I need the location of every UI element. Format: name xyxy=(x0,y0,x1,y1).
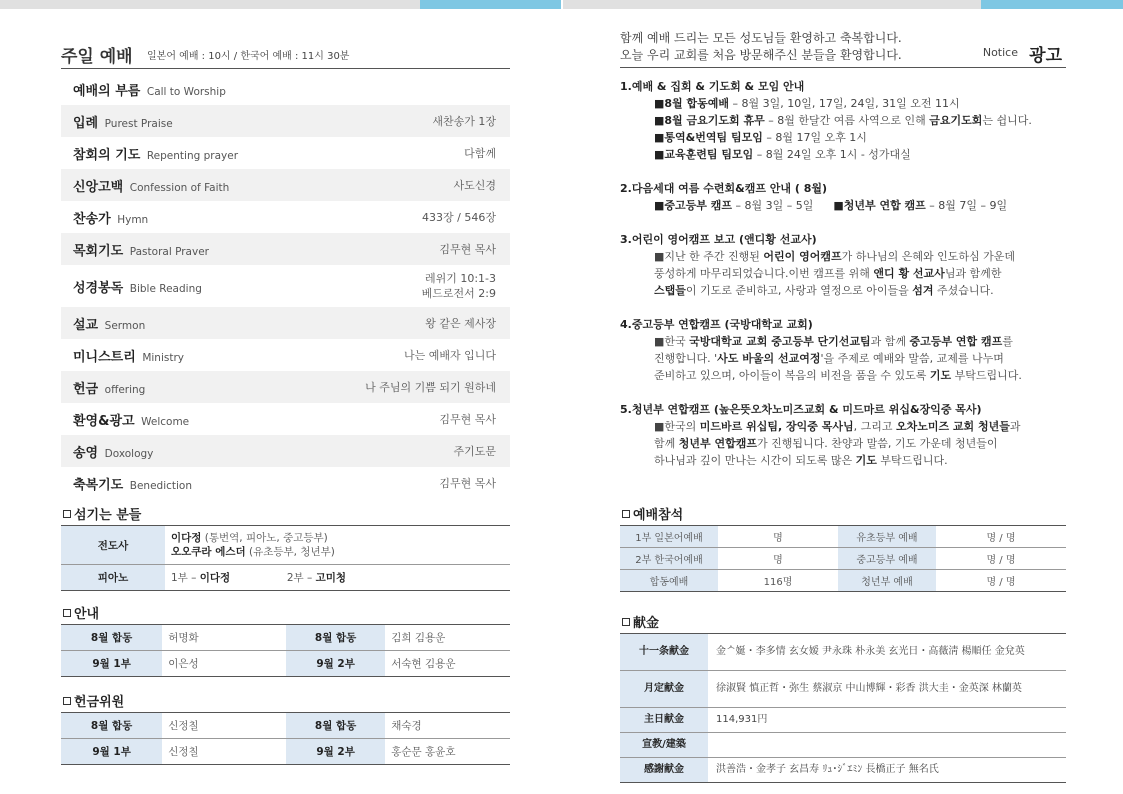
order-row xyxy=(61,339,510,371)
offering-value: 114,931円 xyxy=(708,708,1066,733)
order-item-name xyxy=(73,474,192,493)
order-item-name xyxy=(73,112,173,131)
square-icon xyxy=(622,618,630,626)
table-row xyxy=(620,634,1066,671)
order-item-en: Doxology xyxy=(104,447,154,460)
order-item-value-line: 다함께 xyxy=(464,146,496,160)
table-row xyxy=(61,713,510,739)
notice-label: Notice xyxy=(982,46,1018,59)
order-item-ko: 미니스트리 xyxy=(73,349,136,365)
order-item-en: Benediction xyxy=(129,479,193,492)
row-value: 명 xyxy=(718,548,838,570)
order-item-value-line: 베드로전서 2:9 xyxy=(421,287,496,300)
order-item-name xyxy=(73,208,148,227)
row-value: 116명 xyxy=(718,570,838,592)
table-row xyxy=(620,758,1066,783)
order-item-ko: 예배의 부름 xyxy=(73,83,141,99)
announcement-2: 2.다음세대 여름 수련회&캠프 안내 ( 8월) ■중고등부 캠프 – 8월 3일 – 5일 ■청년부 연합 캠프 – 8월 7일 – 9일 xyxy=(620,182,1008,212)
offering-value: 徐淑賢 慎正哲・弥生 蔡淑京 中山博輝・彩香 洪大圭・金英深 林蘭英 xyxy=(708,671,1066,708)
welcome-line-1: 함께 예배 드리는 모든 성도님들 환영하고 축복합니다. xyxy=(620,31,902,45)
row-label: 1부 일본어예배 xyxy=(620,526,718,548)
order-item-ko: 참회의 기도 xyxy=(73,147,141,163)
order-item-ko: 축복기도 xyxy=(73,477,124,493)
order-item-value-line: 나는 예배자 입니다 xyxy=(403,348,496,362)
announcement-4: 4.중고등부 연합캠프 (국방대학교 교회) ■한국 국방대학교 교회 중고등부 단기선교팀과 함께 중고등부 연합 캠프를 진행합니다. '사도 바울의 선교여정'을 주제로 예배와 말씀, 교제를 나누며 준비하고 있으며, 아이들이 복음의 비전을 품을 수 있도록 기도 부탁드립니다. xyxy=(620,318,1022,382)
right-top-bar xyxy=(563,0,981,9)
order-item-value xyxy=(432,114,496,129)
order-item-name xyxy=(73,80,226,99)
offering-committee-title: 헌금위원 xyxy=(61,689,510,713)
order-item-value xyxy=(439,412,496,427)
order-item-value xyxy=(439,242,496,257)
offering-label: 宣教/建築 xyxy=(620,733,708,758)
offering-value xyxy=(708,733,1066,758)
order-item-value-line: 김무현 목사 xyxy=(439,476,496,490)
order-row xyxy=(61,169,510,201)
table-row xyxy=(61,526,510,565)
order-row xyxy=(61,307,510,339)
row-label: 8월 합동 xyxy=(61,625,162,651)
offering-label: 十一条献金 xyxy=(620,634,708,671)
notice-title: 광고 xyxy=(1029,46,1062,66)
row-label: 9월 1부 xyxy=(61,739,162,765)
order-item-value xyxy=(453,444,496,459)
order-row xyxy=(61,371,510,403)
table-row xyxy=(620,570,1066,592)
table-row xyxy=(61,565,510,591)
order-item-value-line: 왕 같은 제사장 xyxy=(425,316,496,330)
offerings-table xyxy=(620,634,1066,783)
row-value: 신정칠 xyxy=(162,739,286,765)
servers-table xyxy=(61,526,510,591)
evangelist-label: 전도사 xyxy=(61,526,165,565)
row-label: 8월 합동 xyxy=(61,713,162,739)
order-item-en: Welcome xyxy=(141,415,190,428)
order-item-name xyxy=(73,277,202,296)
order-item-value-line: 나 주님의 기쁨 되기 원하네 xyxy=(365,380,496,394)
notice-header xyxy=(620,27,1066,68)
servers-title: 섬기는 분들 xyxy=(61,502,510,526)
announcement-3: 3.어린이 영어캠프 보고 (앤디황 선교사) ■지난 한 주간 진행된 어린이 영어캠프가 하나님의 은혜와 인도하심 가운데 풍성하게 마무리되었습니다.이번 캠프를 위해 앤디 황 선교사님과 함께한 스탭들이 기도로 준비하고, 사랑과 열정으로 아이들을 섬겨 주셨습니다. xyxy=(620,233,1015,297)
order-row xyxy=(61,435,510,467)
row-value: 서숙현 김용운 xyxy=(385,651,510,677)
table-row xyxy=(620,526,1066,548)
order-item-ko: 신앙고백 xyxy=(73,179,124,195)
order-item-name xyxy=(73,176,229,195)
order-item-name xyxy=(73,240,209,259)
order-item-ko: 환영&광고 xyxy=(73,413,135,429)
order-item-value-line: 김무현 목사 xyxy=(439,412,496,426)
row-label: 9월 2부 xyxy=(286,739,385,765)
order-item-value-line: 433장 / 546장 xyxy=(422,210,496,224)
worship-order xyxy=(61,73,510,499)
piano-names: 1부 – 이다정 2부 – 고미청 xyxy=(165,565,510,591)
order-item-en: Pastoral Praver xyxy=(129,245,209,258)
table-row xyxy=(61,739,510,765)
row-value: 김희 김용운 xyxy=(385,625,510,651)
row-value: 명 xyxy=(718,526,838,548)
order-row xyxy=(61,265,510,307)
row-value: 홍순문 홍윤호 xyxy=(385,739,510,765)
square-icon xyxy=(622,510,630,518)
row-label: 8월 합동 xyxy=(286,713,385,739)
left-top-accent xyxy=(420,0,561,9)
order-row xyxy=(61,105,510,137)
order-item-value-line: 레위기 10:1-3 xyxy=(424,272,496,285)
worship-header xyxy=(61,38,510,69)
evangelist-names: 이다정 (통번역, 피아노, 중고등부) 오오쿠라 에스더 (유초등부, 청년부) xyxy=(165,526,510,565)
welcome-line-2: 오늘 우리 교회를 처음 방문해주신 분들을 환영합니다. xyxy=(620,48,902,62)
offering-committee-section xyxy=(61,689,510,765)
row-label: 9월 1부 xyxy=(61,651,162,677)
order-item-value-line: 주기도문 xyxy=(453,444,496,458)
attendance-table xyxy=(620,526,1066,592)
row-value: 채숙경 xyxy=(385,713,510,739)
table-row xyxy=(620,708,1066,733)
order-item-value xyxy=(365,380,496,395)
order-item-ko: 설교 xyxy=(73,317,99,333)
row-label: 2부 한국어예배 xyxy=(620,548,718,570)
announcements xyxy=(620,78,1066,486)
order-item-value-line: 김무현 목사 xyxy=(439,242,496,256)
attendance-section xyxy=(620,502,1066,592)
row-value: 명 / 명 xyxy=(936,570,1066,592)
row-label: 유초등부 예배 xyxy=(838,526,936,548)
order-item-name xyxy=(73,144,238,163)
offering-label: 主日献金 xyxy=(620,708,708,733)
order-item-name xyxy=(73,378,145,397)
order-item-en: Bible Reading xyxy=(129,282,202,295)
order-item-value xyxy=(464,146,496,161)
order-item-value xyxy=(404,348,496,363)
order-item-ko: 찬송가 xyxy=(73,211,111,227)
row-label: 8월 합동 xyxy=(286,625,385,651)
order-row xyxy=(61,403,510,435)
offering-value: 金ᄉ娫・李多情 玄女嫒 尹永珠 朴永美 玄光日・高薇淸 楊順任 金兌英 xyxy=(708,634,1066,671)
order-row xyxy=(61,233,510,265)
offerings-section xyxy=(620,610,1066,783)
order-item-value xyxy=(453,178,496,193)
order-item-ko: 입례 xyxy=(73,115,99,131)
row-value: 이은성 xyxy=(162,651,286,677)
guide-section xyxy=(61,601,510,677)
offering-committee-table xyxy=(61,713,510,765)
order-item-ko: 송영 xyxy=(73,445,99,461)
order-item-value xyxy=(422,271,496,301)
row-label: 청년부 예배 xyxy=(838,570,936,592)
order-item-value xyxy=(422,210,496,225)
order-item-en: Confession of Faith xyxy=(129,181,230,194)
square-icon xyxy=(63,697,71,705)
row-label: 9월 2부 xyxy=(286,651,385,677)
row-value: 명 / 명 xyxy=(936,526,1066,548)
order-row xyxy=(61,73,510,105)
order-item-ko: 목회기도 xyxy=(73,243,124,259)
order-row xyxy=(61,137,510,169)
order-item-value-line: 새찬송가 1장 xyxy=(432,114,496,128)
row-value: 허명화 xyxy=(162,625,286,651)
offering-value: 洪善浩・金孝子 玄昌寿 ﾘｭ･ｼﾞｴﾐﾝ 長橋正子 無名氏 xyxy=(708,758,1066,783)
order-item-name xyxy=(73,346,184,365)
order-item-en: Repenting prayer xyxy=(146,149,239,162)
table-row xyxy=(61,625,510,651)
table-row xyxy=(620,733,1066,758)
table-row xyxy=(620,671,1066,708)
attendance-title: 예배참석 xyxy=(620,502,1066,526)
order-item-en: Ministry xyxy=(142,351,184,364)
order-row xyxy=(61,467,510,499)
order-item-value xyxy=(425,316,496,331)
square-icon xyxy=(63,609,71,617)
order-item-en: Purest Praise xyxy=(104,117,173,130)
square-icon xyxy=(63,510,71,518)
table-row xyxy=(61,651,510,677)
left-top-bar xyxy=(0,0,420,9)
row-label: 중고등부 예배 xyxy=(838,548,936,570)
row-value: 신정칠 xyxy=(162,713,286,739)
guide-table xyxy=(61,625,510,677)
order-item-name xyxy=(73,410,189,429)
order-item-value-line: 사도신경 xyxy=(453,178,496,192)
order-row xyxy=(61,201,510,233)
guide-title: 안내 xyxy=(61,601,510,625)
order-item-value xyxy=(439,476,496,491)
worship-times: 일본어 예배 : 10시 / 한국어 예배 : 11시 30분 xyxy=(147,51,350,62)
piano-label: 피아노 xyxy=(61,565,165,591)
order-item-en: Call to Worship xyxy=(146,85,226,98)
offering-label: 感謝献金 xyxy=(620,758,708,783)
order-item-en: Hymn xyxy=(117,213,149,226)
worship-title: 주일 예배 xyxy=(61,47,133,67)
order-item-en: offering xyxy=(104,383,146,396)
order-item-ko: 성경봉독 xyxy=(73,280,124,296)
row-value: 명 / 명 xyxy=(936,548,1066,570)
order-item-en: Sermon xyxy=(104,319,146,332)
announcement-1: 1.예배 & 집회 & 기도회 & 모임 안내 ■8월 합동예배 – 8월 3일, 10일, 17일, 24일, 31일 오전 11시 ■8월 금요기도회 휴무 – 8월 한달간 여름 사역으로 인해 금요기도회는 쉽니다. ■통역&번역팀 팀모임 – 8월 17일 오후 1시 ■교육훈련팀 팀모임 – 8월 24일 오후 1시 - 성가대실 xyxy=(620,80,1032,161)
order-item-name xyxy=(73,314,145,333)
order-item-name xyxy=(73,442,153,461)
table-row xyxy=(620,548,1066,570)
right-top-accent xyxy=(981,0,1123,9)
offerings-title: 献金 xyxy=(620,610,1066,634)
offering-label: 月定献金 xyxy=(620,671,708,708)
announcement-5: 5.청년부 연합캠프 (높은뜻오차노미즈교회 & 미드마르 위십&장익중 목사) ■한국의 미드바르 위십팀, 장익중 목사님, 그리고 오차노미즈 교회 청년들과 함께 청년부 연합캠프가 진행됩니다. 찬양과 말씀, 기도 가운데 청년들이 하나님과 깊이 만나는 시간이 되도록 많은 기도 부탁드립니다. xyxy=(620,403,1021,467)
order-item-ko: 헌금 xyxy=(73,381,99,397)
row-label: 합동예배 xyxy=(620,570,718,592)
servers-section xyxy=(61,502,510,591)
